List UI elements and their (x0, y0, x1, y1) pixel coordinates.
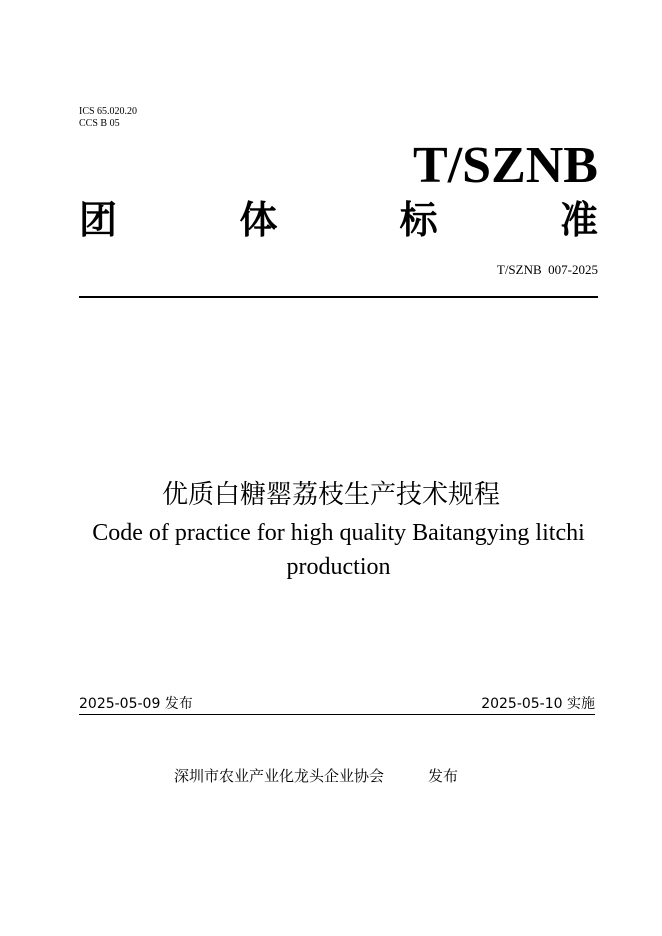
standard-number: T/SZNB 007-2025 (496, 262, 598, 277)
publish-date: 2025-05-09 发布 (79, 696, 193, 712)
standard-type-char: 体 (239, 198, 278, 242)
date-line (79, 695, 595, 715)
issuer-line (174, 766, 458, 786)
implement-date: 2025-05-10 实施 (481, 696, 595, 712)
standard-type-char: 准 (559, 198, 598, 242)
organization-code: T/SZNB (413, 137, 598, 194)
classification-codes (79, 106, 137, 130)
title-chinese: 优质白糖罂荔枝生产技术规程 (161, 480, 500, 510)
header-divider (79, 296, 598, 298)
issuer-name: 深圳市农业产业化龙头企业协会 (174, 767, 385, 785)
title-english: Code of practice for high quality Baitangying litchi production (92, 520, 585, 580)
ccs-code: CCS B 05 (79, 118, 120, 129)
standard-type-heading (79, 196, 598, 244)
standard-type-char: 团 (79, 198, 118, 242)
ics-code: ICS 65.020.20 (79, 106, 138, 117)
issuer-action: 发布 (428, 767, 459, 785)
standard-type-char: 标 (399, 198, 438, 242)
